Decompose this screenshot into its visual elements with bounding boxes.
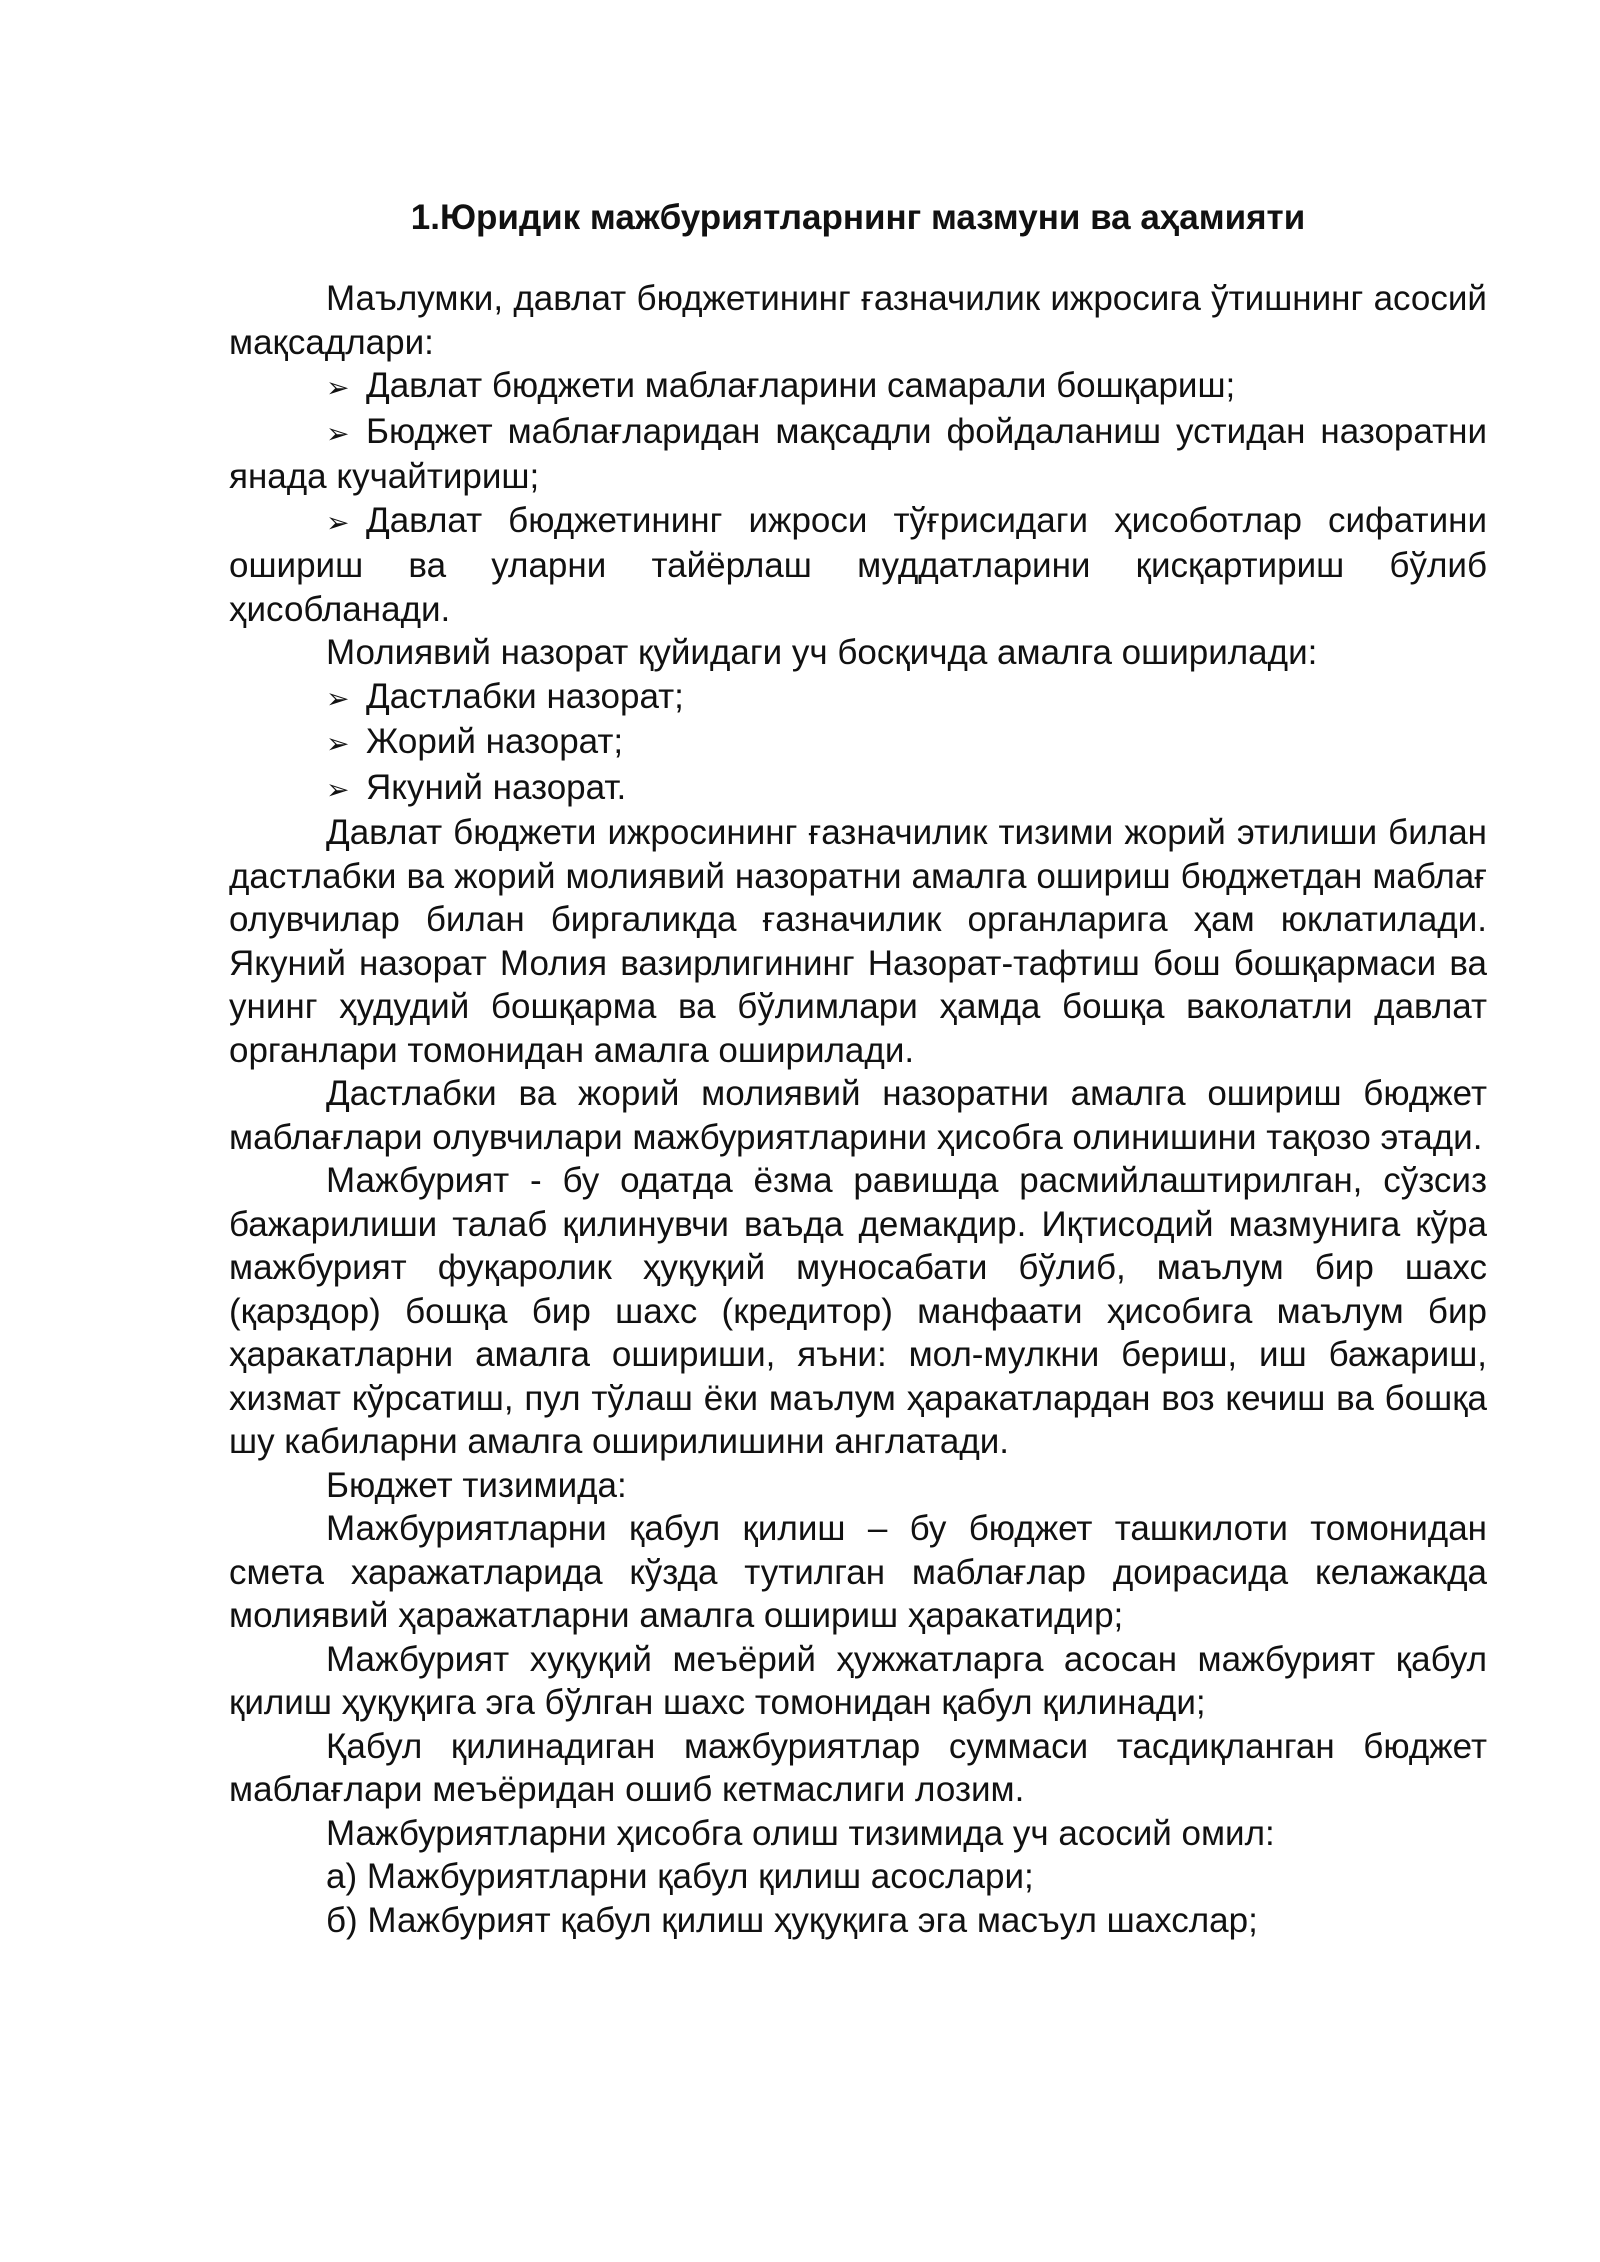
arrow-bullet-icon: ➢ bbox=[326, 681, 350, 715]
paragraph-goals-intro: Маълумки, давлат бюджетининг ғазначилик ижросига ўтишнинг асосий мақсадлари: bbox=[229, 279, 1487, 362]
arrow-bullet-icon: ➢ bbox=[326, 505, 350, 539]
list-item-a: а) Мажбуриятларни қабул қилиш асослари; bbox=[326, 1857, 1034, 1896]
bullet-item bbox=[229, 499, 1487, 632]
bullet-text: Жорий назорат; bbox=[366, 722, 624, 761]
bullet-item bbox=[229, 364, 1487, 410]
arrow-bullet-icon: ➢ bbox=[326, 727, 350, 760]
arrow-bullet-icon: ➢ bbox=[326, 416, 350, 450]
bullet-text: Бюджет маблағларидан мақсадли фойдаланиш устидан назоратни янада кучайтириш; bbox=[229, 411, 1487, 496]
paragraph-obligation-definition: Мажбурият - бу одатда ёзма равишда расмийлаштирилган, сўзсиз бажарилиши талаб қилинувчи ваъда демакдир. Иқтисодий мазмунига кўра мажбурият фуқаролик ҳуқуқий муносабати бўлиб, маълум бир шахс (қарздор) бошқа бир шахс (кредитор) манфаати ҳисобига маълум бир ҳаракатларни амалга ошириши, яъни: мол-мулкни бериш, иш бажариш, хизмат кўрсатиш, пул тўлаш ёки маълум ҳаракатлардан воз кечиш ва бошқа шу кабиларни амалга оширилишини англатади. bbox=[229, 1161, 1487, 1461]
bullet-item bbox=[229, 766, 1487, 812]
paragraph-budget-system: Бюджет тизимида: bbox=[326, 1465, 627, 1505]
paragraph-obligation-acceptance: Мажбурият хуқуқий меъёрий ҳужжатларга асосан мажбурият қабул қилиш ҳуқуқига эга бўлган шахс томонидан қабул қилинади; bbox=[229, 1639, 1487, 1722]
arrow-bullet-icon: ➢ bbox=[326, 772, 350, 806]
paragraph-accepting-obligations: Мажбуриятларни қабул қилиш – бу бюджет ташкилоти томонидан смета харажатларида кўзда тутилган маблағлар доирасида келажакда молиявий ҳаражатларни амалга ошириш ҳаракатидир; bbox=[229, 1509, 1487, 1635]
paragraph-obligation-limit: Қабул қилинадиган мажбуриятлар суммаси тасдиқланган бюджет маблағлари меъёридан ошиб кетмаслиги лозим. bbox=[229, 1726, 1487, 1809]
bullet-text: Дастлабки назорат; bbox=[366, 676, 684, 716]
bullet-text: Давлат бюджетининг ижроси тўғрисидаги ҳисоботлар сифатини ошириш ва уларни тайёрлаш муддатларини қисқартириш бўлиб ҳисобланади. bbox=[229, 500, 1487, 629]
bullet-text: Давлат бюджети маблағларини самарали бошқариш; bbox=[366, 366, 1236, 405]
paragraph-preliminary-control: Дастлабки ва жорий молиявий назоратни амалга ошириш бюджет маблағлари олувчилари мажбуриятларини ҳисобга олинишини тақозо этади. bbox=[229, 1074, 1487, 1157]
bullet-text: Якуний назорат. bbox=[366, 767, 627, 807]
bullet-item bbox=[229, 720, 1487, 766]
paragraph-treasury-system: Давлат бюджети ижросининг ғазначилик тизими жорий этилиши билан дастлабки ва жорий молиявий назоратни амалга ошириш бюджетдан маблағ олувчилар билан биргаликда ғазначилик органларига ҳам юклатилади. Якуний назорат Молия вазирлигининг Назорат-тафтиш бош бошқармаси ва унинг ҳудудий бошқарма ва бўлимлари ҳамда бошқа ваколатли давлат органлари томонидан амалга оширилади. bbox=[229, 813, 1487, 1070]
document-title: 1.Юридик мажбуриятларнинг мазмуни ва аҳамияти bbox=[410, 198, 1306, 237]
arrow-bullet-icon: ➢ bbox=[326, 371, 350, 404]
paragraph-control-stages: Молиявий назорат қуйидаги уч босқичда амалга оширилади: bbox=[326, 633, 1318, 672]
document-page bbox=[229, 196, 1487, 1942]
list-item-b: б) Мажбурият қабул қилиш ҳуқуқига эга масъул шахслар; bbox=[326, 1900, 1258, 1940]
paragraph-accounting-factors: Мажбуриятларни ҳисобга олиш тизимида уч асосий омил: bbox=[326, 1813, 1275, 1853]
bullet-item bbox=[229, 410, 1487, 499]
bullet-item bbox=[229, 675, 1487, 721]
